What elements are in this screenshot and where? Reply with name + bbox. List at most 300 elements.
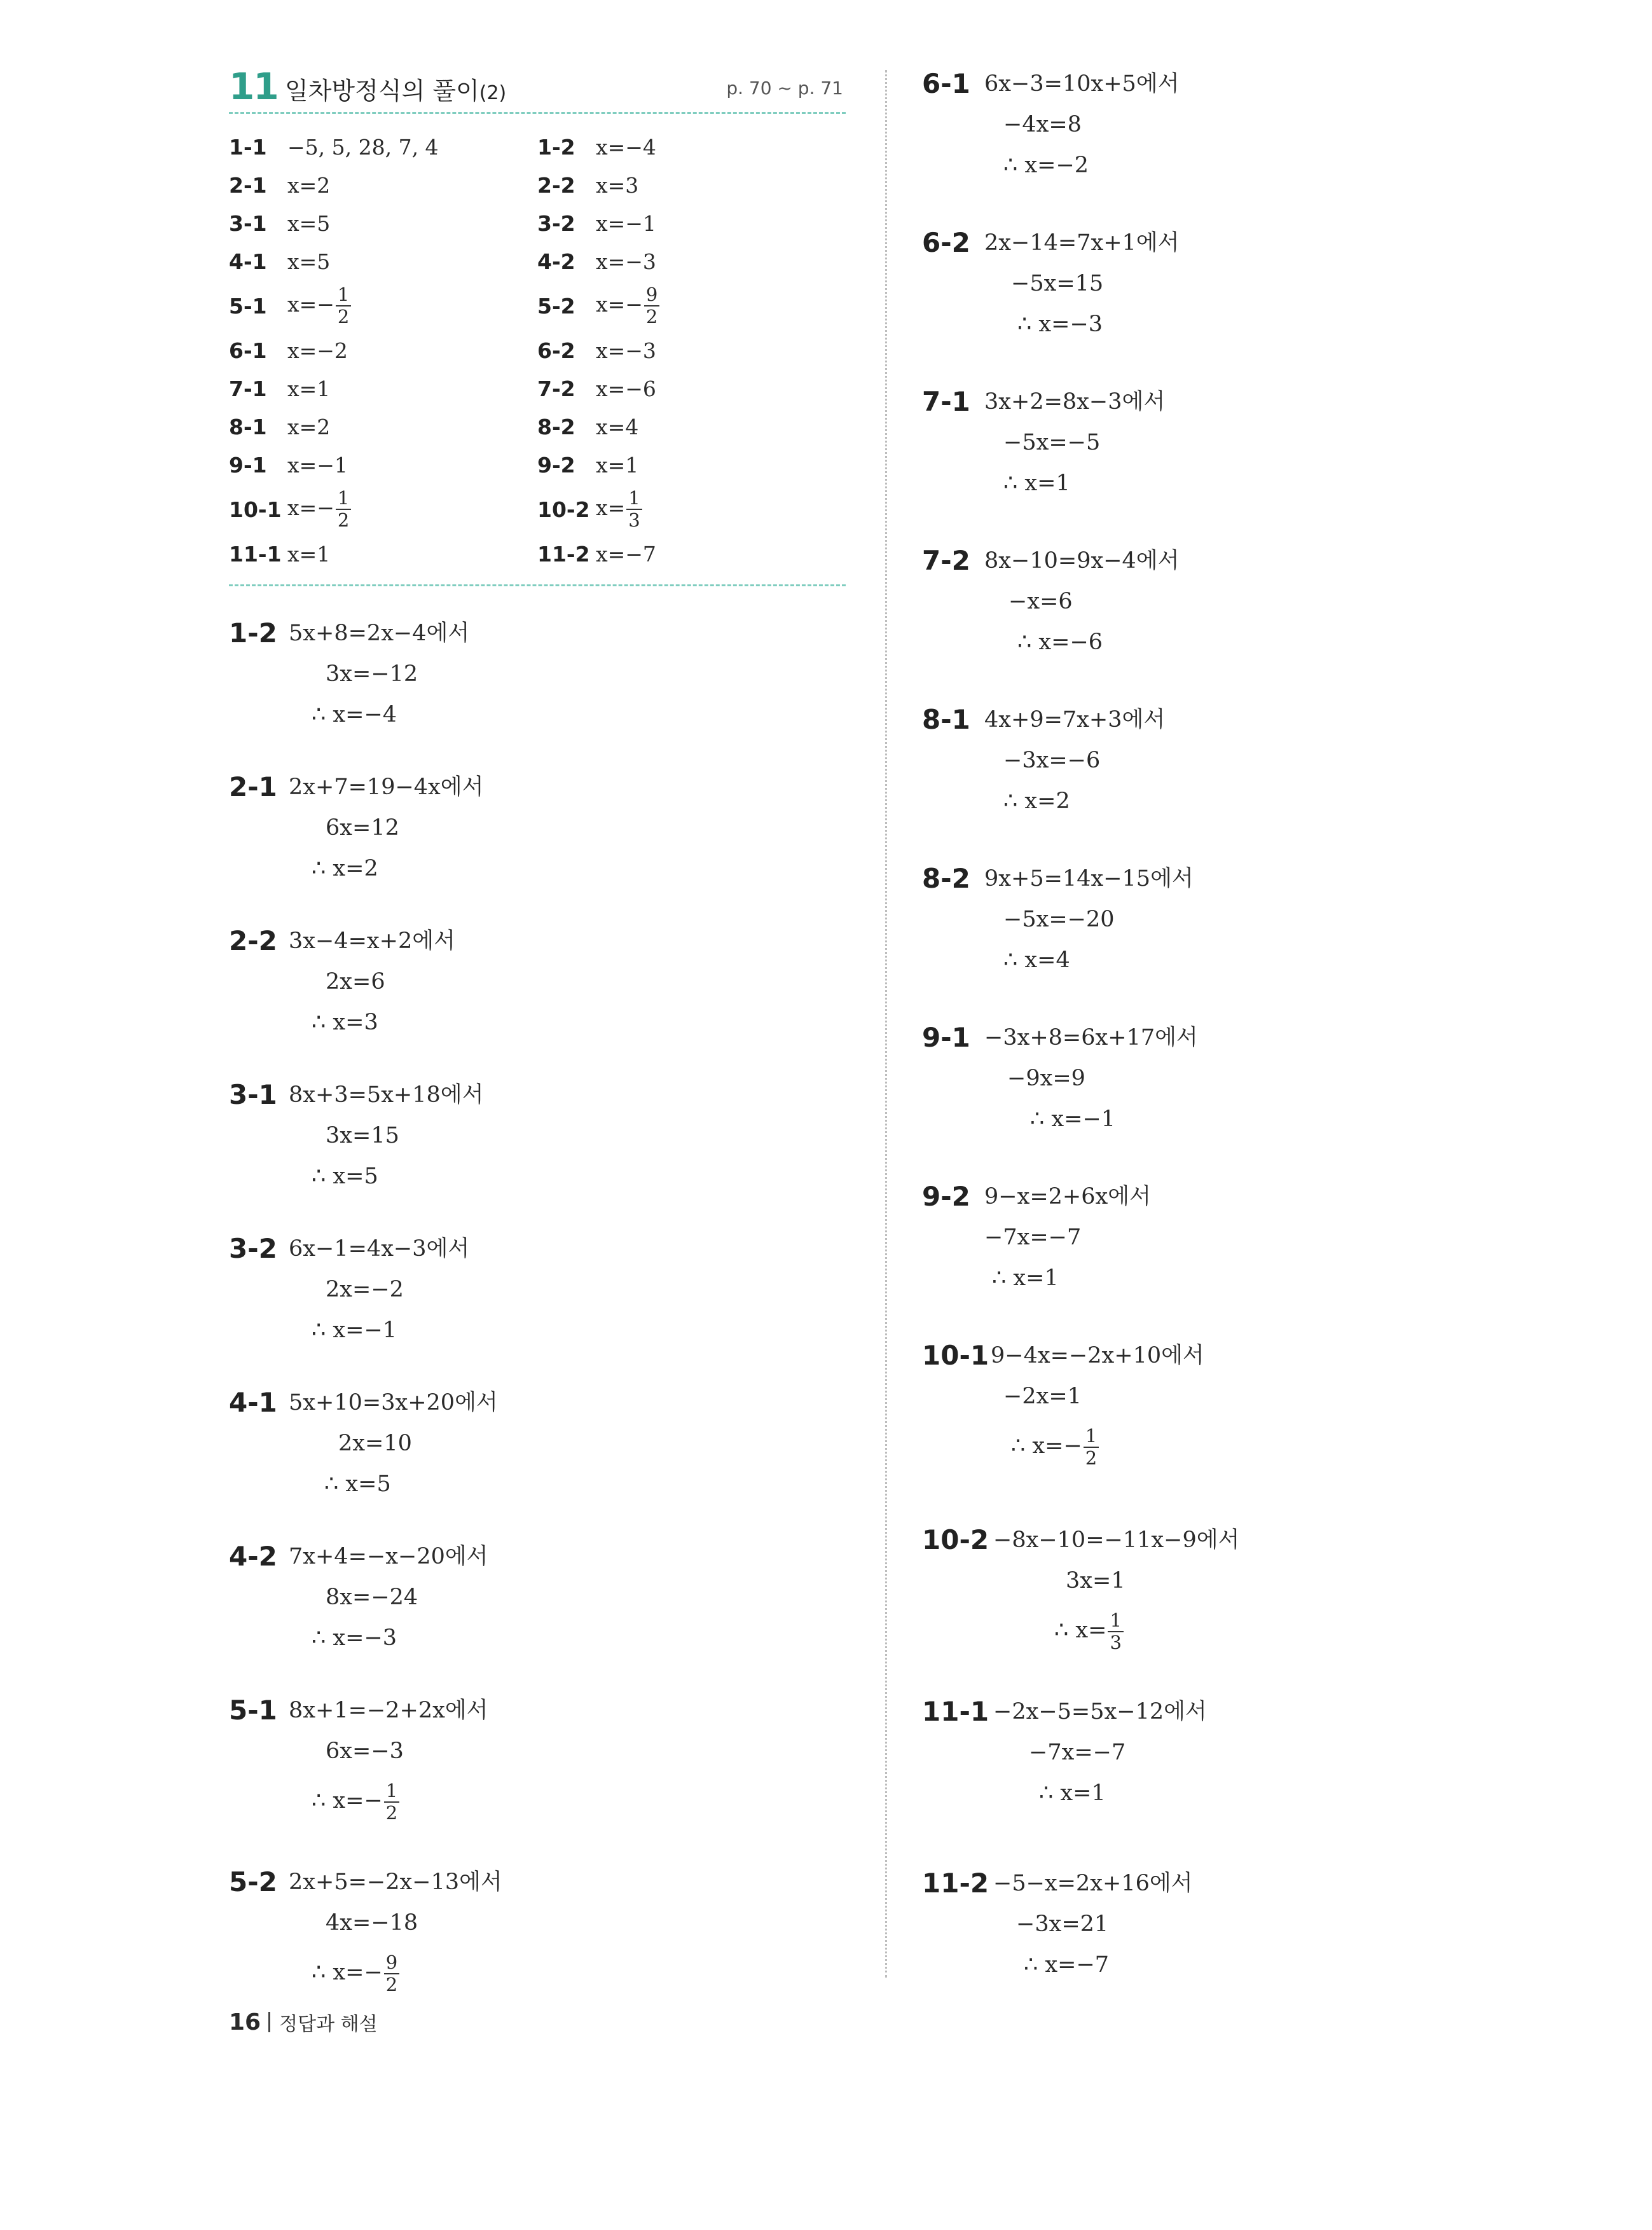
solution-block [922,223,1179,345]
korean-suffix: 에서 [426,1236,470,1262]
solution-block [229,1229,846,1351]
math-expression: ∴ x=−4 [312,702,397,727]
fraction-denominator: 2 [337,306,350,327]
answer-key: 11-1 [229,541,282,567]
solution-line [229,848,846,889]
math-expression: ∴ x=1 [992,1265,1059,1291]
answer-row [537,280,846,331]
math-expression: 5x+8=2x−4 [289,621,427,646]
math-expression: x=5 [287,210,331,236]
fraction-denominator: 2 [1085,1447,1098,1469]
answer-value [287,542,330,567]
solution-key: 2-1 [229,771,277,802]
solution-line [229,1310,846,1351]
solution-line [922,1376,1204,1417]
solution-key: 7-1 [922,386,970,417]
math-expression: ∴ x=− [1011,1433,1082,1459]
solution-line [922,1560,1239,1601]
solution-block [922,1176,1151,1298]
fraction-denominator: 2 [385,1973,398,1995]
math-expression: 2x=10 [338,1431,412,1456]
solution-line [922,1904,1192,1944]
solution-line [229,1862,846,1903]
answer-row [229,166,537,204]
math-expression: −5−x=2x+16 [993,1871,1150,1896]
fraction-denominator: 3 [1110,1631,1122,1653]
answer-value [287,376,330,401]
math-expression: 8x=−24 [326,1585,418,1610]
math-expression: −4x=8 [1003,112,1082,137]
section-title [285,71,506,106]
math-expression: x=3 [596,172,639,198]
answer-value [287,415,330,439]
korean-suffix: 에서 [1150,866,1194,891]
math-expression: −3x=−6 [1003,748,1101,773]
solution-line [922,1258,1151,1298]
fraction-numerator: 1 [1084,1427,1099,1448]
fraction-denominator: 2 [337,509,350,531]
math-expression: 2x=−2 [326,1277,404,1302]
solution-line [922,263,1179,304]
solution-line [229,1075,846,1115]
fraction-numerator: 1 [336,286,351,306]
solution-line [229,1115,846,1156]
solution-line [922,145,1179,186]
answer-key: 9-1 [229,452,267,478]
answer-row [537,484,846,535]
answer-row [229,280,537,331]
math-expression: 9x+5=14x−15 [984,866,1151,891]
answer-row [229,408,537,446]
math-expression: −2x−5=5x−12 [993,1699,1164,1724]
answer-value [287,338,348,363]
answer-value [596,489,642,530]
answer-key: 6-2 [537,338,575,363]
answer-value [596,211,656,236]
fraction-numerator: 1 [626,489,642,510]
solution-line [229,1943,846,2002]
answer-row [229,446,537,484]
fraction [1084,1424,1099,1469]
korean-suffix: 에서 [1108,1184,1151,1209]
solution-key: 9-1 [922,1022,970,1053]
answer-value [287,173,330,198]
korean-suffix: 에서 [459,1869,502,1895]
answer-key: 9-2 [537,452,575,478]
math-expression: x=− [596,292,643,317]
answer-key: 1-1 [229,134,267,160]
solution-key: 5-2 [229,1866,277,1897]
answer-key: 5-1 [229,293,267,319]
solution-key: 4-2 [229,1541,277,1572]
answer-key: 6-1 [229,338,267,363]
solution-line [229,1731,846,1772]
solution-key: 1-2 [229,617,277,649]
solution-key: 6-2 [922,227,970,258]
solution-block [229,1382,846,1504]
math-expression: ∴ x=− [312,1960,383,1985]
math-expression: x=−6 [596,376,656,401]
fraction-numerator: 9 [644,286,659,306]
answer-key: 7-2 [537,376,575,401]
answer-key: 4-2 [537,249,575,274]
korean-suffix: 에서 [1122,707,1166,733]
answer-value [596,338,656,363]
math-expression: x=− [287,495,334,520]
solution-line [229,1903,846,1943]
fraction-numerator: 1 [336,489,351,510]
fraction [1108,1611,1123,1652]
solution-line [229,808,846,848]
answer-row [537,242,846,280]
answer-value [287,211,330,236]
solution-key: 7-2 [922,545,970,576]
math-expression: −5x=15 [1011,271,1104,296]
answer-value [596,376,656,401]
solution-line [229,654,846,694]
korean-suffix: 에서 [1149,1871,1193,1896]
math-expression: 9−x=2+6x [984,1184,1108,1209]
solution-block [229,1536,846,1658]
solution-block [922,64,1179,186]
answer-value [287,286,351,326]
fraction-numerator: 9 [384,1953,399,1974]
solution-line [922,622,1179,663]
fraction-denominator: 3 [628,509,640,531]
math-expression: 3x−4=x+2 [289,928,413,954]
korean-suffix: 에서 [426,621,470,646]
solution-line [922,463,1165,504]
solution-key: 8-2 [922,863,970,894]
answer-key: 3-2 [537,210,575,236]
answer-key: 2-1 [229,172,267,198]
solution-key: 10-2 [922,1524,989,1555]
math-expression: 4x+9=7x+3 [984,707,1122,733]
solution-key: 2-2 [229,925,277,956]
math-expression: ∴ x=−2 [1003,153,1089,178]
answer-row [537,331,846,369]
solution-line [229,1382,846,1423]
math-expression: 6x=12 [326,815,399,841]
math-expression: −9x=9 [1007,1066,1085,1091]
solution-key: 11-2 [922,1868,989,1899]
solution-line [922,581,1179,622]
math-expression: ∴ x=−6 [1017,630,1103,655]
answer-key: 2-2 [537,172,575,198]
math-expression: 3x=15 [326,1123,399,1148]
fraction-numerator: 1 [1108,1611,1123,1632]
solution-block [922,1863,1192,1985]
math-expression: ∴ x=− [312,1788,383,1814]
solution-key: 4-1 [229,1387,277,1418]
solution-key: 9-2 [922,1181,970,1212]
math-expression: x=1 [287,376,331,401]
solution-line [922,1601,1239,1660]
solution-line [922,422,1165,463]
math-expression: 9−4x=−2x+10 [991,1343,1162,1368]
korean-suffix: 에서 [1122,389,1166,415]
solution-line [922,1217,1151,1258]
solution-block [922,1335,1204,1475]
math-expression: x= [596,495,626,520]
solution-line [229,1690,846,1731]
math-expression: ∴ x= [1054,1618,1107,1643]
math-expression: ∴ x=−7 [1024,1952,1110,1978]
math-expression: x=−1 [596,210,656,236]
answer-row [537,204,846,242]
answer-value [596,249,656,274]
korean-suffix: 에서 [1136,230,1180,256]
answer-value [596,453,638,478]
footer-text: 정답과 해설 [279,2013,378,2035]
answer-row [229,242,537,280]
math-expression: 2x+5=−2x−13 [289,1869,460,1895]
left-column [229,64,846,2002]
math-expression: x=− [287,292,334,317]
math-expression: x=−4 [596,134,656,160]
math-expression: x=−1 [287,452,348,478]
math-expression: −7x=−7 [984,1225,1082,1250]
answer-key: 5-2 [537,293,575,319]
answer-grid [229,128,846,573]
solution-block [922,382,1165,504]
answer-row [229,369,537,408]
math-expression: −5, 5, 28, 7, 4 [287,134,439,160]
math-expression: ∴ x=−3 [1017,312,1103,337]
solution-line [229,1772,846,1830]
solution-key: 3-1 [229,1079,277,1110]
solution-block [229,921,846,1043]
answer-key: 7-1 [229,376,267,401]
solution-line [229,1464,846,1504]
answer-value [596,415,638,439]
math-expression: ∴ x=5 [324,1471,391,1497]
column-divider [885,70,887,1978]
math-expression: −x=6 [1008,589,1073,614]
fraction [336,286,351,326]
answer-key: 10-1 [229,497,282,522]
answer-row [229,128,537,166]
answer-value [596,173,638,198]
fraction-denominator: 2 [645,306,658,327]
math-expression: 2x+7=19−4x [289,774,441,800]
math-expression: 3x=1 [1066,1568,1125,1593]
solution-line [922,1773,1207,1814]
korean-suffix: 에서 [1155,1025,1198,1050]
solution-line [922,304,1179,345]
math-expression: 6x=−3 [326,1738,404,1764]
bottom-dashed-divider [229,584,846,586]
answer-row [537,535,846,573]
math-expression: −5x=−20 [1003,907,1115,932]
answer-key: 3-1 [229,210,267,236]
footer-separator [268,2012,270,2032]
solution-block [922,1691,1207,1814]
math-expression: −8x−10=−11x−9 [993,1527,1197,1553]
section-number: 11 [229,65,278,108]
solution-block [922,1017,1198,1139]
solution-block [922,858,1194,981]
math-expression: 7x+4=−x−20 [289,1544,445,1569]
math-expression: ∴ x=1 [1039,1780,1106,1806]
math-expression: −3x=21 [1016,1911,1109,1937]
page-range: p. 70 ~ p. 71 [726,78,843,99]
solution-line [229,1618,846,1658]
answer-row [537,128,846,166]
solution-line [229,961,846,1002]
math-expression: 6x−1=4x−3 [289,1236,427,1262]
fraction [384,1953,399,1994]
solution-line [229,613,846,654]
fraction [626,489,642,530]
answer-row [537,446,846,484]
math-expression: 8x+3=5x+18 [289,1082,441,1108]
korean-suffix: 에서 [1161,1343,1204,1368]
math-expression: x=1 [596,452,639,478]
answer-value [596,286,659,326]
answer-row [537,408,846,446]
math-expression: 3x=−12 [326,661,418,687]
section-title-suffix: (2) [479,82,507,104]
solution-line [229,1156,846,1197]
solution-line [922,940,1194,981]
math-expression: x=−3 [596,249,656,274]
solution-key: 6-1 [922,68,970,99]
top-dashed-divider [229,112,846,114]
math-expression: ∴ x=4 [1003,947,1070,973]
solution-line [922,781,1165,822]
math-expression: x=4 [596,414,639,439]
math-expression: −3x+8=6x+17 [984,1025,1155,1050]
answer-key: 4-1 [229,249,267,274]
math-expression: x=−3 [596,338,656,363]
solution-block [922,540,1179,663]
answer-value [596,135,656,160]
answer-key: 1-2 [537,134,575,160]
math-expression: x=2 [287,172,331,198]
math-expression: 2x=6 [326,969,385,995]
answer-row [229,204,537,242]
solution-line [922,1944,1192,1985]
solution-line [922,104,1179,145]
answer-value [596,542,656,567]
math-expression: 4x=−18 [326,1910,418,1936]
solution-block [229,613,846,735]
korean-suffix: 에서 [444,1698,488,1723]
solution-block [922,1520,1239,1660]
korean-suffix: 에서 [455,1390,498,1415]
fraction [384,1779,399,1824]
fraction-numerator: 1 [384,1782,399,1803]
math-expression: x=−2 [287,338,348,363]
math-expression: −2x=1 [1003,1384,1082,1409]
math-expression: 8x+1=−2+2x [289,1698,445,1723]
math-expression: ∴ x=−3 [312,1625,397,1651]
section-title-text: 일차방정식의 풀이 [285,77,479,105]
solution-block [229,767,846,889]
korean-suffix: 에서 [412,928,455,954]
math-expression: x=−7 [596,541,656,567]
answer-value [287,249,330,274]
korean-suffix: 에서 [440,1082,484,1108]
math-expression: ∴ x=2 [1003,788,1070,814]
answer-row [537,369,846,408]
solution-line [922,1732,1207,1773]
answer-value [287,453,348,478]
answer-key: 11-2 [537,541,590,567]
solution-key: 5-1 [229,1695,277,1726]
solutions-left [229,613,846,2002]
solution-line [229,1269,846,1310]
solution-line [229,1229,846,1269]
fraction [336,489,351,530]
solution-line [229,921,846,961]
solution-line [229,694,846,735]
solution-line [229,767,846,808]
korean-suffix: 에서 [1196,1527,1240,1553]
math-expression: 2x−14=7x+1 [984,230,1136,256]
page-number: 16 [229,2009,261,2035]
math-expression: ∴ x=3 [312,1010,378,1035]
korean-suffix: 에서 [440,774,484,800]
solution-line [229,1423,846,1464]
korean-suffix: 에서 [444,1544,488,1569]
math-expression: x=1 [287,541,331,567]
solution-line [922,1058,1198,1099]
solution-key: 11-1 [922,1696,989,1727]
answer-row [229,484,537,535]
solution-line [229,1002,846,1043]
answer-key: 10-2 [537,497,590,522]
math-expression: ∴ x=2 [312,856,378,881]
answer-row [537,166,846,204]
solution-line [922,1417,1204,1475]
korean-suffix: 에서 [1136,71,1180,97]
math-expression: x=5 [287,249,331,274]
math-expression: x=2 [287,414,331,439]
math-expression: ∴ x=−1 [1030,1106,1116,1132]
solution-key: 8-1 [922,704,970,735]
answer-value [287,489,351,530]
math-expression: 3x+2=8x−3 [984,389,1122,415]
math-expression: ∴ x=−1 [312,1318,397,1343]
answer-key: 8-1 [229,414,267,439]
math-expression: ∴ x=1 [1003,471,1070,496]
solution-block [229,1690,846,1830]
answer-row [229,535,537,573]
solution-block [229,1075,846,1197]
fraction-denominator: 2 [385,1801,398,1824]
math-expression: −5x=−5 [1003,430,1101,455]
section-header [229,64,846,112]
math-expression: 5x+10=3x+20 [289,1390,455,1415]
solution-key: 10-1 [922,1340,989,1371]
fraction [644,286,659,326]
solution-block [229,1862,846,2002]
solution-line [229,1536,846,1577]
math-expression: 8x−10=9x−4 [984,548,1136,574]
solution-line [922,740,1165,781]
solution-block [922,699,1165,822]
korean-suffix: 에서 [1164,1699,1207,1724]
math-expression: ∴ x=5 [312,1164,378,1189]
page-footer [229,2008,378,2036]
answer-value [287,135,439,160]
answer-key: 8-2 [537,414,575,439]
korean-suffix: 에서 [1136,548,1180,574]
answer-row [229,331,537,369]
math-expression: 6x−3=10x+5 [984,71,1136,97]
